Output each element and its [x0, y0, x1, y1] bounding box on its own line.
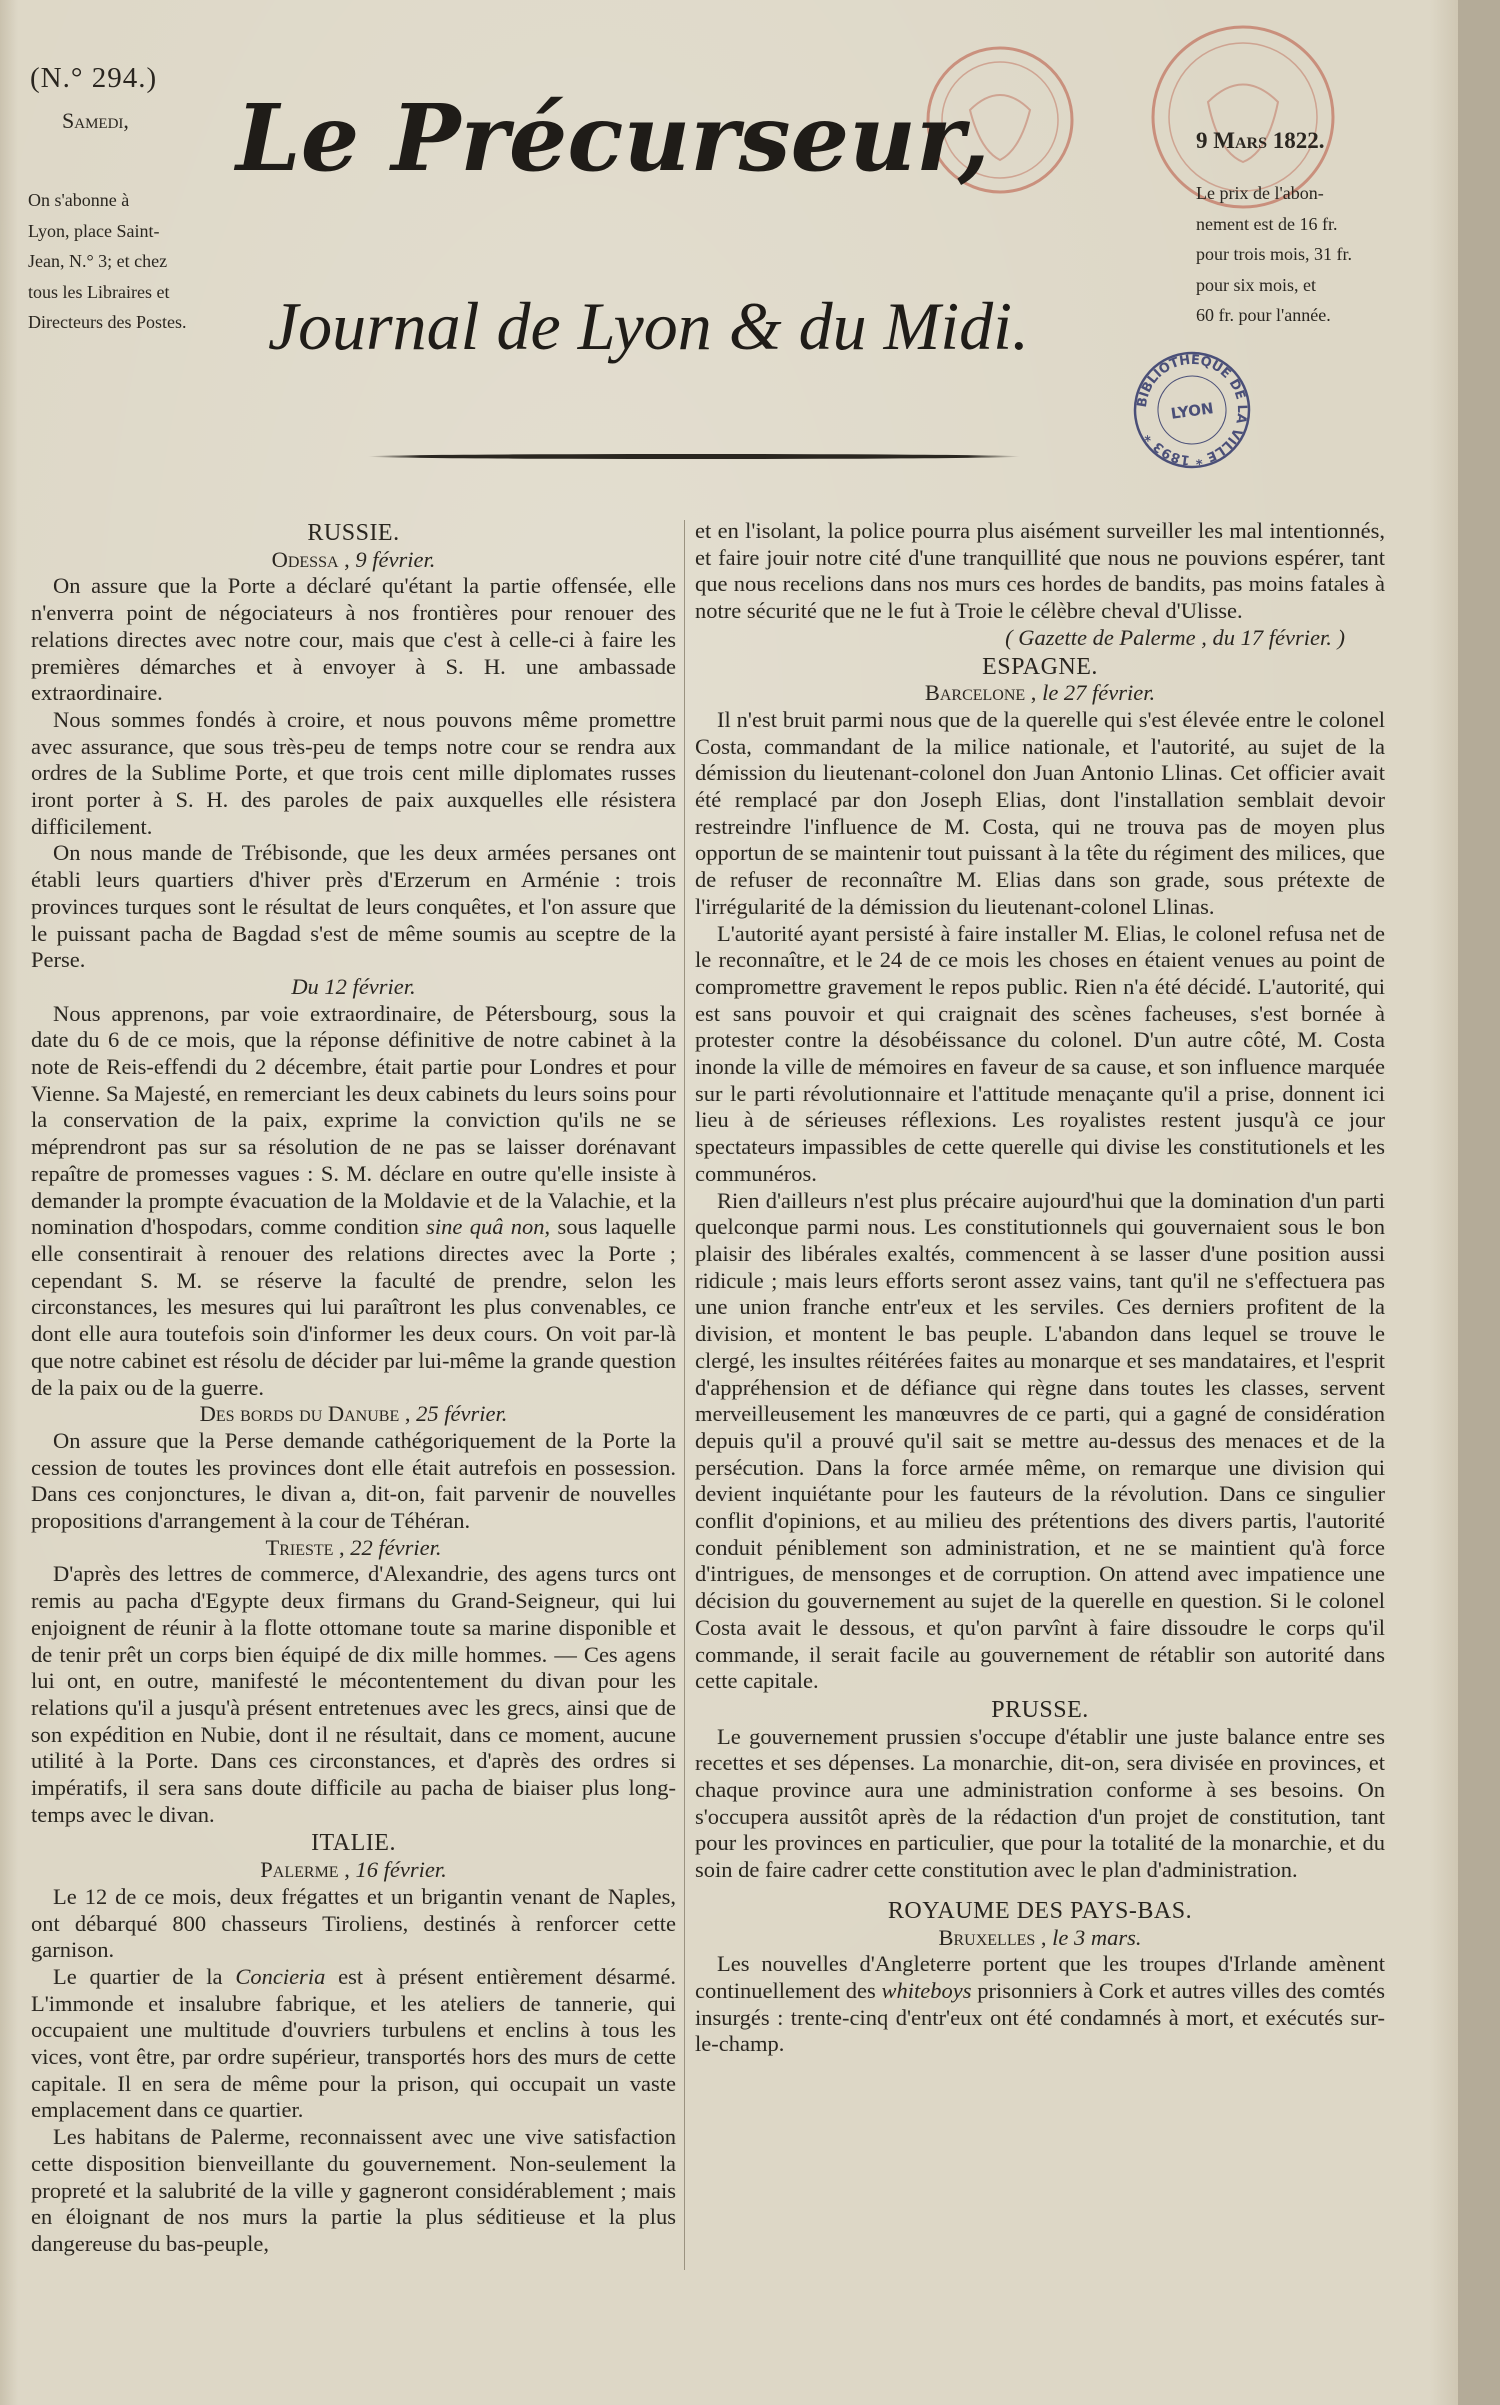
- text-segment: ESPAGNE.: [982, 653, 1098, 680]
- dateline: [695, 680, 1385, 707]
- text-segment: Nous apprenons, par voie extraordinaire, de Pétersbourg, sous la date du 6 de ce mois, que la réponse définitive de notre cabinet à la note de Reis-effendi du 2 décembre, était partie pour Londres et pour Vienne. Sa Majesté, en remerciant les deux cabinets du leurs soins pour la conservation de la paix, exprime la conviction qu'ils ne se méprendront pas sur sa résolution de ne pas se laisser dorénavant repaître de promesses vagues : S. M. déclare en outre qu'elle insiste à demander la prompte évacuation de la Moldavie et de la Valachie, et la nomination d'hospodars, comme condition: [31, 1000, 676, 1240]
- subscription-info: [28, 185, 213, 338]
- text-segment: Palerme ,: [260, 1857, 356, 1883]
- text-segment: Il n'est bruit parmi nous que de la querelle qui s'est élevée entre le colonel Costa, commandant de la milice nationale, et l'autorité, au sujet de la démission du lieutenant-colonel don Juan Antonio Llinas. Cet officier avait été remplacé par don Joseph Elias, dont l'installation semblait devoir restreindre l'influence de M. Costa, qui ne trouva pas de moyen plus opportun de se maintenir tout puissant à la tête du régiment des milices, que de refuser de reconnaître M. Elias dans son grade, sous prétexte de l'irrégularité de la démission du lieutenant-colonel Llinas.: [695, 706, 1385, 919]
- dateline: [31, 1857, 676, 1884]
- article-paragraph: [31, 1884, 676, 1964]
- text-segment: On assure que la Perse demande cathégoriquement de la Porte la cession de toutes les provinces dont elle était autrefois en possession. Dans ces conjonctures, le divan a, dit-on, fait parvenir de nouvelles propositions d'arrangement à la cour de Téhéran.: [31, 1427, 676, 1534]
- section-heading: [695, 1898, 1385, 1925]
- dateline: [31, 974, 676, 1001]
- price-line: pour trois mois, 31 fr.: [1196, 244, 1352, 264]
- article-paragraph: [31, 1428, 676, 1535]
- subscription-line: On s'abonne à: [28, 190, 130, 210]
- italic-text: whiteboys: [881, 1977, 972, 2003]
- section-heading: [31, 520, 676, 547]
- italic-text: 16 février.: [355, 1857, 447, 1883]
- text-segment: Les habitans de Palerme, reconnaissent avec une vive satisfaction cette disposition bienveillante du gouvernement. Non-seulement la propreté et la salubrité de la ville y gagneront considérablement ; mais en éloignant de nos murs la partie la plus séditieuse et la plus dangereuse du bas-peuple,: [31, 2124, 676, 2256]
- price-line: pour six mois, et: [1196, 274, 1316, 295]
- article-paragraph: [31, 573, 676, 707]
- subscription-line: tous les Libraires et: [28, 281, 170, 302]
- section-heading: [695, 654, 1385, 681]
- issue-number: (N.° 294.): [30, 62, 158, 94]
- article-paragraph: [695, 518, 1385, 625]
- dateline: [31, 547, 676, 574]
- subscription-line: Directeurs des Postes.: [28, 312, 187, 332]
- text-segment: est à présent entièrement désarmé. L'immonde et insalubre fabrique, et les ateliers de tannerie, qui occupaient une multitude d'ouvriers turbulens et enclins à tous les vices, vont être, par ordre supérieur, transportés hors des murs de cette capitale. Il en sera de même pour la prison, qui occupait un vaste emplacement dans ce quartier.: [31, 1963, 677, 2123]
- text-segment: Bruxelles ,: [938, 1924, 1053, 1950]
- price-line: 60 fr. pour l'année.: [1196, 305, 1331, 325]
- italic-text: sine quâ non: [426, 1214, 545, 1240]
- italic-text: 22 février.: [350, 1534, 442, 1560]
- italic-text: le 3 mars.: [1052, 1924, 1142, 1950]
- article-paragraph: [31, 1561, 676, 1828]
- text-segment: , sous laquelle elle consentirait à renouer des relations directes avec la Porte ; cependant S. M. se réserve la faculté de prendre, selon les circonstances, les mesures qui lui paraîtront les plus convenables, ce dont elle aura toutefois soin d'informer les deux cours. On voit par-là que notre cabinet est résolu de décider par lui-même la grande question de la paix ou de la guerre.: [31, 1214, 676, 1400]
- subscription-line: Lyon, place Saint-: [28, 220, 160, 241]
- article-paragraph: [31, 707, 676, 841]
- text-segment: Les nouvelles d'Angleterre portent que les troupes d'Irlande amènent continuellement des: [695, 1951, 1385, 2003]
- text-segment: Barcelone ,: [924, 680, 1043, 706]
- dateline: [31, 1401, 676, 1428]
- text-segment: Odessa ,: [271, 546, 356, 572]
- text-segment: Le quartier de la: [53, 1963, 236, 1989]
- article-paragraph: [695, 921, 1385, 1188]
- text-segment: On assure que la Porte a déclaré qu'étant la partie offensée, elle n'enverra point de négociateurs à nos frontières pour renouer des relations directes avec notre cour, mais que c'est à celle-ci à faire les premières démarches et à envoyer à S. H. une ambassade extraordinaire.: [31, 573, 676, 706]
- italic-text: le 27 février.: [1042, 680, 1156, 706]
- text-segment: On nous mande de Trébisonde, que les deux armées persanes ont établi leurs quartiers d'hiver près d'Erzerum en Arménie : trois provinces turques sont le résultat de leurs conquêtes, et l'on assure que le puissant pacha de Bagdad s'est de même soumis au sceptre de la Perse.: [31, 840, 676, 973]
- subscription-line: Jean, N.° 3; et chez: [28, 251, 168, 271]
- text-segment: Le gouvernement prussien s'occupe d'établir une juste balance entre ses recettes et ses dépenses. La monarchie, dit-on, sera divisée en provinces, et chaque province aura une administration conforme à ses besoins. On s'occupera aussitôt après de la rédaction d'un projet de constitution, tant pour les provinces en particulier, que pour la totalité de la monarchie, et du soin de faire cadrer cette constitution avec le plan d'administration.: [695, 1723, 1385, 1883]
- svg-text:LYON: LYON: [1169, 399, 1215, 423]
- text-segment: D'après des lettres de commerce, d'Alexandrie, des agens turcs ont remis au pacha d'Egypte deux firmans du Grand-Seigneur, qui lui enjoignent de réunir à la flotte ottomane toute sa marine disponible et de tenir prêt un corps bien équipé de dix mille hommes. — Ces agens lui ont, en outre, manifesté le mécontentement du divan pour les relations qu'il a jusqu'à présent entretenues avec les grecs, ainsi que de son expédition en Nubie, dont il ne résultait, dans ce moment, aucune utilité à la Porte. Dans ces circonstances, et d'après des ordres si impératifs, il sera sans doute difficile au pacha de biaiser plus long-temps avec le divan.: [31, 1561, 676, 1827]
- italic-text: Du 12 février.: [291, 973, 416, 999]
- text-segment: Rien d'ailleurs n'est plus précaire aujourd'hui que la domination d'un parti quelconque parmi nous. Les constitutionnels qui gouvernaient sous le bon plaisir des libérales exaltés, commencent à se lasser d'une position aussi ridicule ; mais leurs efforts seront assez vains, tant qu'il ne s'effectuera pas une union franche entr'eux et les serviles. Ces derniers profitent de la division, et montent le bas peuple. L'abandon dans lequel se trouve le clergé, les insultes réitérées faites au monarque et ses mandataires, et l'esprit d'appréhension et de défiance qui règne dans toutes les classes, servent merveilleusement les manœuvres de ce parti, qui a gagné de considération depuis qu'il a prouvé qu'il sait se mettre au-dessus des menaces et de la persécution. Dans la force armée même, on remarque une division qui devient inquiétante pour les fauteurs de la révolution. Dans ce singulier conflit d'opinions, et au milieu des prétentions des divers partis, l'autorité conduit péniblement son administration, et ne se maintient qu'à force d'intrigues, de mensonges et de corruption. On attend avec impatience une décision du gouvernement au sujet de la querelle en question. Si le colonel Costa avait le dessous, et qu'on parvînt à faire dissoudre le corps qu'il commande, il serait facile au gouvernement de rétablir son autorité dans cette capitale.: [695, 1187, 1385, 1694]
- article-column-left: [31, 518, 676, 2258]
- article-paragraph: [31, 2124, 676, 2258]
- text-segment: ROYAUME DES PAYS-BAS.: [887, 1897, 1193, 1924]
- newspaper-title: Le Précurseur,: [236, 84, 990, 192]
- article-paragraph: [31, 840, 676, 974]
- text-segment: PRUSSE.: [991, 1696, 1089, 1723]
- article-paragraph: [31, 1001, 676, 1402]
- svg-text:BIBLIOTHÈQUE DE LA VILLE * 189: BIBLIOTHÈQUE DE LA VILLE * 1893 *: [1134, 352, 1250, 468]
- issue-date: 9 Mars 1822.: [1196, 128, 1325, 153]
- text-segment: RUSSIE.: [307, 520, 400, 546]
- library-stamp: [1124, 342, 1260, 478]
- text-segment: Nous sommes fondés à croire, et nous pouvons même promettre avec assurance, que sous très-peu de temps notre cour se rendra aux ordres de la Sublime Porte, et que trois cent mille diplomates russes iront porter à S. H. des paroles de paix auxquelles elle résistera difficilement.: [31, 706, 676, 839]
- text-segment: et en l'isolant, la police pourra plus aisément surveiller les mal intentionnés, et faire jouir notre cité d'une tranquillité que nous ne pouvions espérer, tant que nous recelions dans nos murs ces hordes de bandits, pas moins fatales à notre sécurité que ne le fut à Troie le célèbre cheval d'Ulisse.: [695, 518, 1385, 624]
- column-divider: [684, 520, 685, 2270]
- text-segment: L'autorité ayant persisté à faire installer M. Elias, le colonel refusa net de le reconnaître, et le 24 de ce mois les choses en étaient venues au point de compromettre gravement le repos public. Rien n'a été décidé. L'autorité, qui est sans pouvoir et qui craignait des scènes facheuses, s'est bornée à protester contre la désobéissance du colonel. D'un autre côté, M. Costa inonde la ville de mémoires en faveur de sa cause, et son influence marquée sur le parti révolutionnaire et l'attitude menaçante qu'il a prise, donnent ici lieu à de sérieuses réflexions. Les royalistes restent jusqu'à ce jour spectateurs impassibles de cette querelle qui divise les constitutionels et les communéros.: [695, 920, 1385, 1186]
- article-paragraph: [695, 1951, 1385, 2058]
- italic-text: Concieria: [235, 1963, 326, 1989]
- price-line: Le prix de l'abon-: [1196, 183, 1324, 203]
- text-segment: Trieste ,: [265, 1534, 351, 1560]
- article-paragraph: [31, 1964, 676, 2124]
- text-segment: ITALIE.: [311, 1830, 396, 1857]
- article-paragraph: [695, 707, 1385, 921]
- article-paragraph: [695, 1188, 1385, 1695]
- masthead-divider: [368, 454, 1020, 459]
- price-info: [1196, 178, 1386, 331]
- issue-day: Samedi,: [62, 108, 129, 133]
- newspaper-subtitle: Journal de Lyon & du Midi.: [268, 288, 1030, 364]
- dateline: [695, 1925, 1385, 1952]
- text-segment: Des bords du Danube ,: [199, 1401, 417, 1427]
- article-paragraph: [695, 1724, 1385, 1884]
- text-segment: prisonniers à Cork et autres villes des comtés insurgés : trente-cinq d'entr'eux ont été condamnés à mort, et exécutés sur-le-champ.: [695, 1977, 1386, 2057]
- section-heading: [31, 1830, 676, 1857]
- source-citation: [695, 625, 1385, 652]
- section-heading: [695, 1697, 1385, 1724]
- italic-text: 9 février.: [355, 546, 436, 572]
- dateline: [31, 1535, 676, 1562]
- article-column-right: [695, 518, 1385, 2058]
- text-segment: ( Gazette de Palerme , du 17 février. ): [1005, 624, 1345, 650]
- text-segment: Le 12 de ce mois, deux frégattes et un brigantin venant de Naples, ont débarqué 800 chasseurs Tiroliens, destinés à renforcer cette garnison.: [31, 1883, 676, 1963]
- italic-text: 25 février.: [416, 1401, 508, 1427]
- price-line: nement est de 16 fr.: [1196, 213, 1338, 234]
